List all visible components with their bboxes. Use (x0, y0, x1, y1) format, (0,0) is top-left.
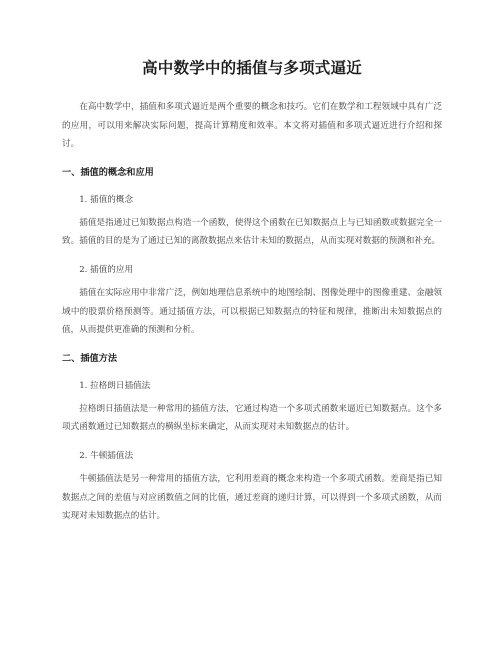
section-interpolation-methods (62, 352, 442, 526)
section-heading: 二、插值方法 (62, 352, 118, 364)
subsection-title: 1. 插值的概念 (79, 194, 134, 205)
subsection-paragraph: 插值是指通过已知数据点构造一个函数，使得这个函数在已知数据点上与已知函数或数据完全一致。插值的目的是为了通过已知的离散数据点来估计未知的数据点，从而实现对数据的预测和补充。 (62, 217, 442, 247)
intro-paragraph: 在高中数学中，插值和多项式逼近是两个重要的概念和技巧。它们在数学和工程领域中具有广泛的应用，可以用来解决实际问题，提高计算精度和效率。本文将对插值和多项式逼近进行介绍和探讨。 (62, 102, 442, 150)
document-title: 高中数学中的插值与多项式逼近 (142, 59, 362, 77)
subsection-title: 2. 牛顿插值法 (79, 450, 134, 461)
subsection-paragraph: 插值在实际应用中非常广泛，例如地理信息系统中的地图绘制、图像处理中的图像重建、金融领域中的股票价格预测等。通过插值方法，可以根据已知数据点的特征和规律，推断出未知数据点的值，从而提供更准确的预测和分析。 (62, 287, 442, 336)
subsection-title: 1. 拉格朗日插值法 (79, 380, 151, 391)
subsection-paragraph: 牛顿插值法是另一种常用的插值方法，它利用差商的概念来构造一个多项式函数。差商是指已知数据点之间的差值与对应函数值之间的比值，通过差商的递归计算，可以得到一个多项式函数，从而实现对未知数据点的估计。 (62, 473, 442, 522)
subsection-paragraph: 拉格朗日插值法是一种常用的插值方法，它通过构造一个多项式函数来逼近已知数据点。这个多项式函数通过已知数据点的横纵坐标来确定，从而实现对未知数据点的估计。 (62, 403, 442, 433)
subsection-title: 2. 插值的应用 (79, 264, 134, 275)
section-heading: 一、插值的概念和应用 (62, 166, 154, 178)
section-interpolation-concept (62, 166, 442, 340)
